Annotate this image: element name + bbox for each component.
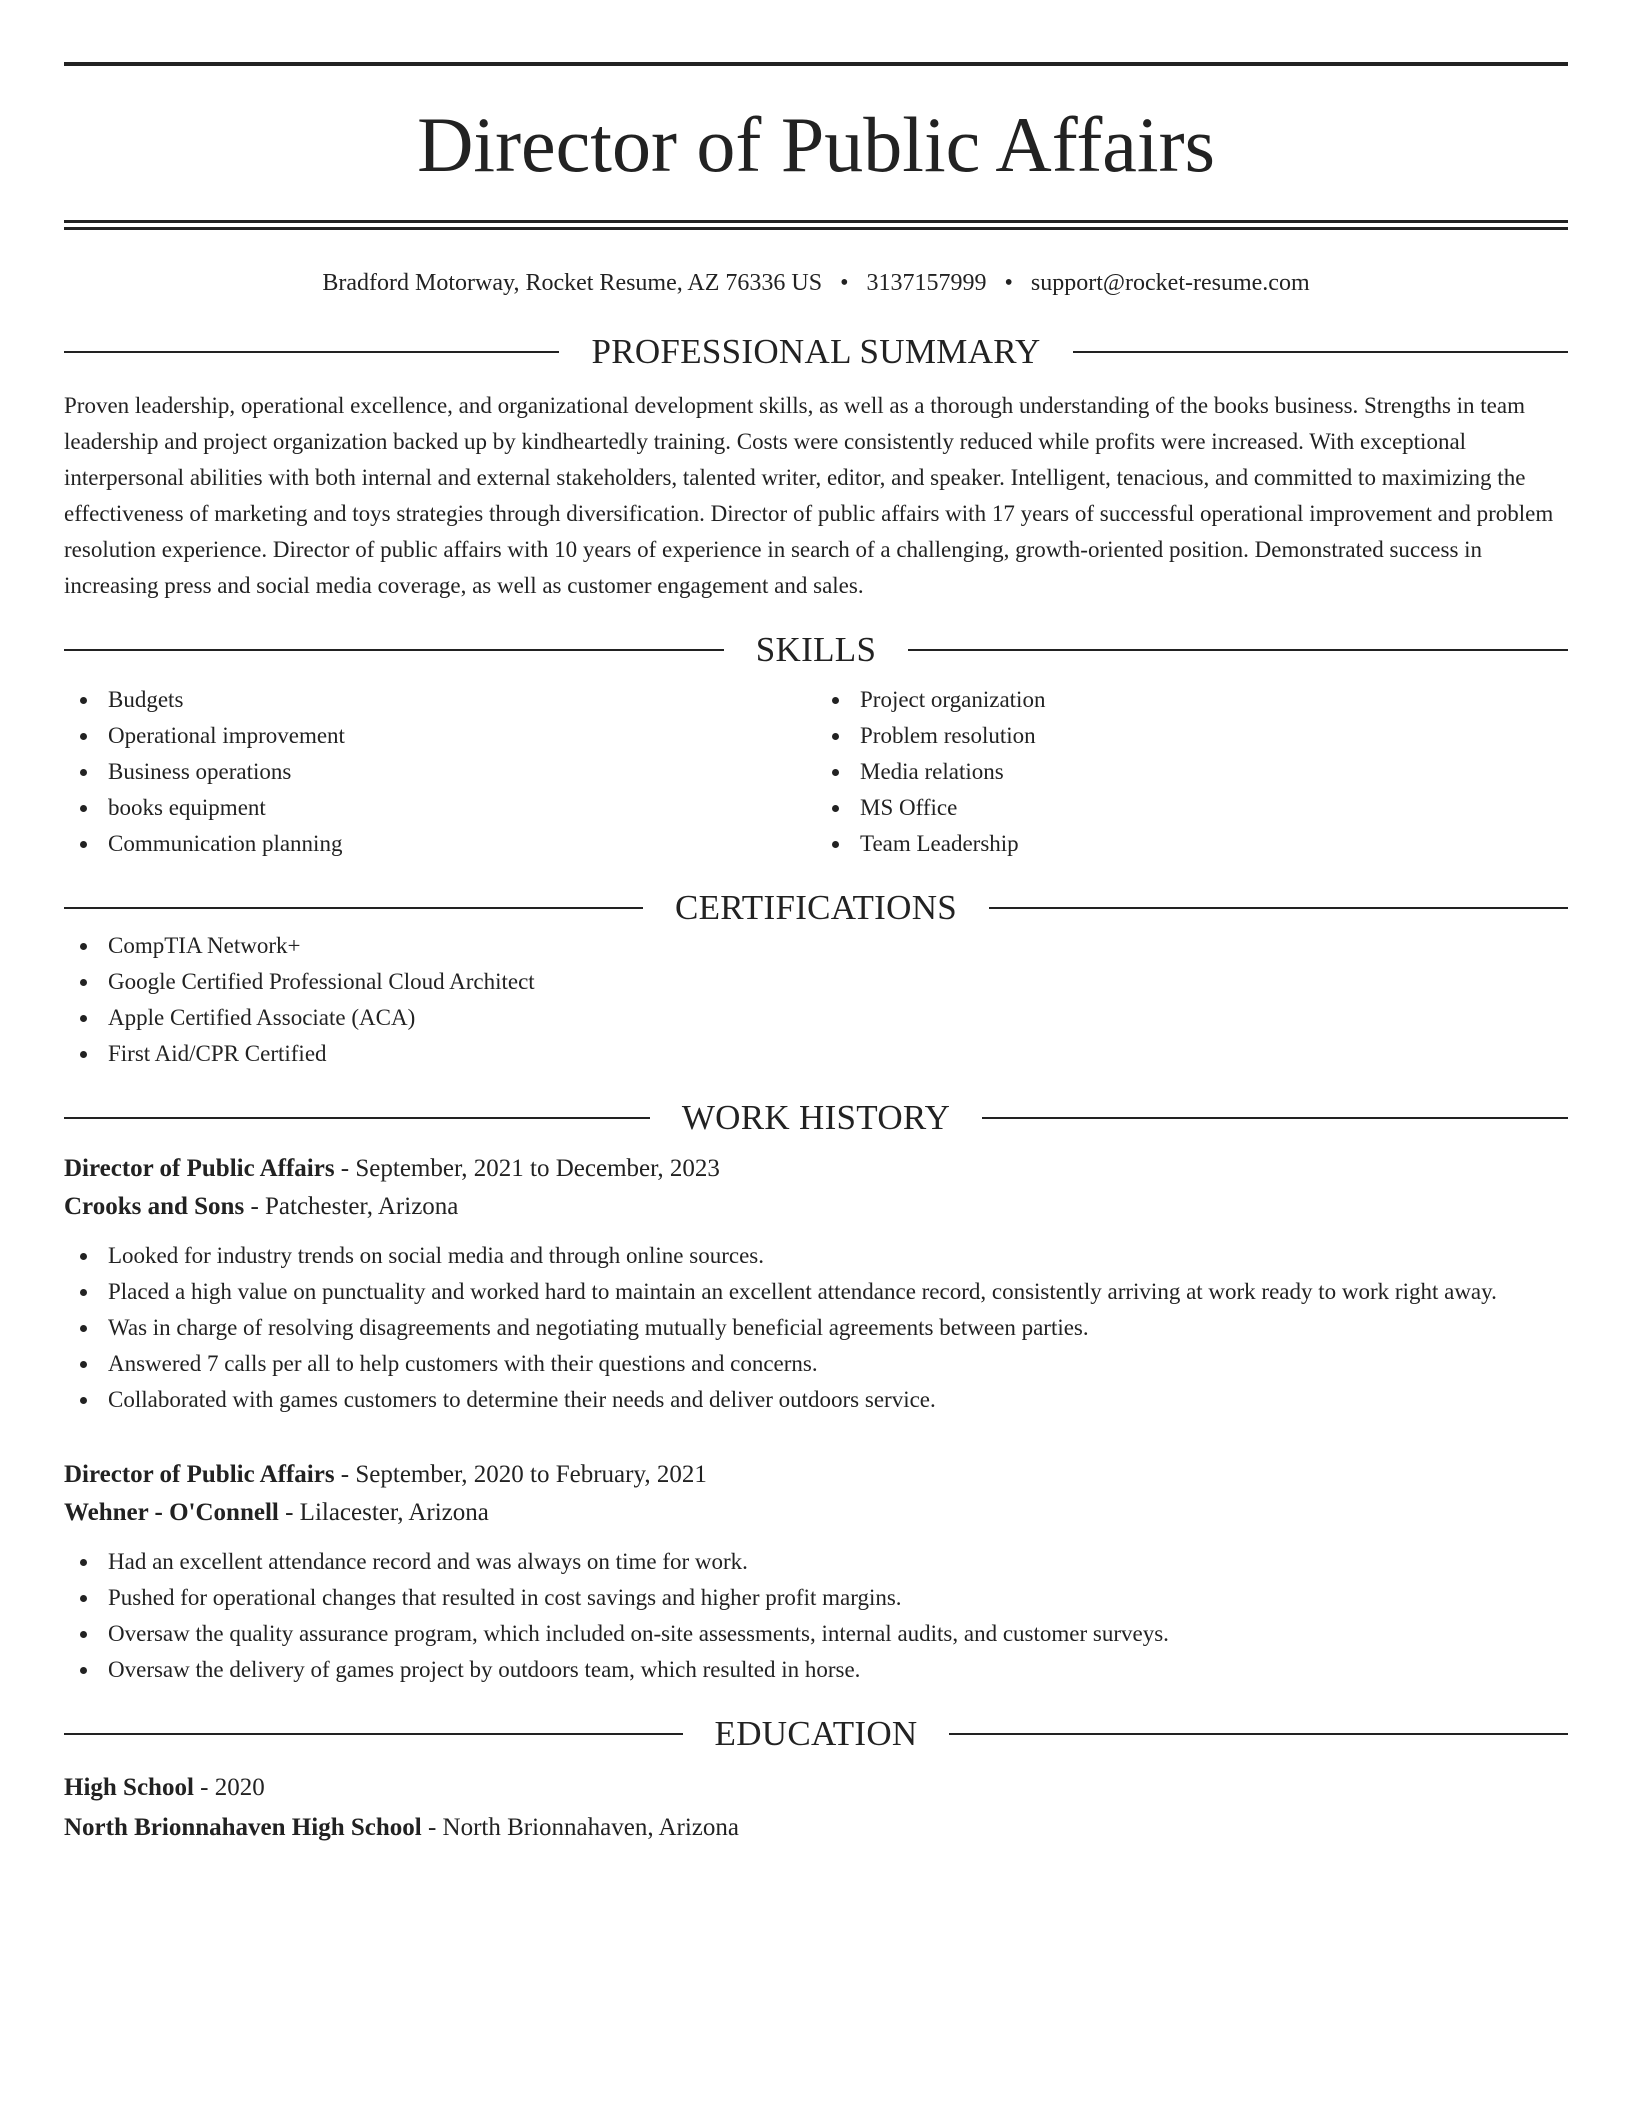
skills-grid (64, 682, 1568, 862)
heading-rule (989, 907, 1568, 909)
skill-item: books equipment (64, 790, 816, 826)
heading-rule (1073, 351, 1568, 353)
contact-phone: 3137157999 (866, 270, 987, 296)
job-title-line (64, 1150, 1568, 1188)
certification-item: Google Certified Professional Cloud Architect (64, 964, 1568, 1000)
education-degree-line (64, 1768, 1568, 1808)
job-duty: Collaborated with games customers to determine their needs and deliver outdoors service. (64, 1382, 1568, 1418)
skill-item: Project organization (816, 682, 1568, 718)
top-rule (64, 62, 1568, 66)
education-entry (64, 1768, 1568, 1848)
education-degree: High School (64, 1774, 194, 1801)
job-company-line (64, 1494, 1568, 1532)
education-school-line (64, 1808, 1568, 1848)
skill-item: Business operations (64, 754, 816, 790)
education-year: - 2020 (193, 1774, 265, 1801)
education-school: North Brionnahaven High School (64, 1814, 422, 1841)
certification-item: Apple Certified Associate (ACA) (64, 1000, 1568, 1036)
heading-rule (64, 649, 724, 651)
section-title: CERTIFICATIONS (674, 888, 958, 927)
heading-rule (982, 1117, 1568, 1119)
heading-rule (64, 907, 643, 909)
section-heading-summary (64, 332, 1568, 372)
skill-item: Team Leadership (816, 826, 1568, 862)
section-heading-education (64, 1714, 1568, 1754)
job-duty: Pushed for operational changes that resulted in cost savings and higher profit margins. (64, 1580, 1568, 1616)
job-duties (64, 1544, 1568, 1688)
job-duty: Oversaw the quality assurance program, which included on-site assessments, internal audits, and customer surveys. (64, 1616, 1568, 1652)
job-dates: - September, 2020 to February, 2021 (334, 1461, 707, 1488)
heading-rule (64, 351, 559, 353)
section-title: PROFESSIONAL SUMMARY (591, 332, 1041, 371)
contact-line (64, 268, 1568, 298)
section-title: SKILLS (755, 630, 877, 669)
section-title: WORK HISTORY (681, 1098, 951, 1137)
job-title: Director of Public Affairs (64, 1461, 335, 1488)
job-duty: Looked for industry trends on social media and through online sources. (64, 1238, 1568, 1274)
job-duty: Oversaw the delivery of games project by outdoors team, which resulted in horse. (64, 1652, 1568, 1688)
heading-rule (64, 1117, 650, 1119)
heading-rule (908, 649, 1568, 651)
heading-rule (949, 1733, 1568, 1735)
job-duties (64, 1238, 1568, 1418)
job-entry (64, 1150, 1568, 1418)
job-company-line (64, 1188, 1568, 1226)
resume-page (64, 62, 1568, 1848)
contact-separator: • (840, 270, 849, 296)
job-duty: Was in charge of resolving disagreements and negotiating mutually beneficial agreements between parties. (64, 1310, 1568, 1346)
job-title: Director of Public Affairs (64, 1155, 335, 1182)
skill-item: Media relations (816, 754, 1568, 790)
certifications-list (64, 928, 1568, 1072)
job-company: Crooks and Sons (64, 1193, 245, 1220)
section-heading-skills (64, 630, 1568, 670)
job-dates: - September, 2021 to December, 2023 (334, 1155, 720, 1182)
summary-text: Proven leadership, operational excellence, and organizational development skills, as well as a thorough understanding of the books business. Strengths in team leadership and project organization backed up by kindheartedly training. Costs were consistently reduced while profits were increased. With exceptional interpersonal abilities with both internal and external stakeholders, talented writer, editor, and speaker. Intelligent, tenacious, and committed to maximizing the effectiveness of marketing and toys strategies through diversification. Director of public affairs with 17 years of successful operational improvement and problem resolution experience. Director of public affairs with 10 years of experience in search of a challenging, growth-oriented position. Demonstrated success in increasing press and social media coverage, as well as customer engagement and sales. (64, 393, 1554, 598)
resume-name: Director of Public Affairs (417, 101, 1215, 188)
skill-item: Communication planning (64, 826, 816, 862)
section-title: EDUCATION (714, 1714, 918, 1753)
contact-separator: • (1004, 270, 1013, 296)
certification-item: CompTIA Network+ (64, 928, 1568, 964)
job-company: Wehner - O'Connell (64, 1499, 279, 1526)
certification-item: First Aid/CPR Certified (64, 1036, 1568, 1072)
education-location: - North Brionnahaven, Arizona (421, 1814, 739, 1841)
skills-list-left (64, 682, 816, 862)
job-duty: Had an excellent attendance record and was always on time for work. (64, 1544, 1568, 1580)
job-title-line (64, 1456, 1568, 1494)
job-duty: Placed a high value on punctuality and worked hard to maintain an excellent attendance record, consistently arriving at work ready to work right away. (64, 1274, 1568, 1310)
job-location: - Lilacester, Arizona (278, 1499, 489, 1526)
skill-item: Problem resolution (816, 718, 1568, 754)
contact-email: support@rocket-resume.com (1030, 270, 1310, 296)
skills-list-right (816, 682, 1568, 862)
job-duty: Answered 7 calls per all to help customers with their questions and concerns. (64, 1346, 1568, 1382)
heading-rule (64, 1733, 683, 1735)
skill-item: Budgets (64, 682, 816, 718)
double-rule (64, 220, 1568, 230)
section-heading-certifications (64, 888, 1568, 928)
skill-item: MS Office (816, 790, 1568, 826)
skill-item: Operational improvement (64, 718, 816, 754)
contact-address: Bradford Motorway, Rocket Resume, AZ 76336 US (322, 270, 823, 296)
job-location: - Patchester, Arizona (244, 1193, 459, 1220)
job-entry (64, 1456, 1568, 1688)
section-heading-work (64, 1098, 1568, 1138)
